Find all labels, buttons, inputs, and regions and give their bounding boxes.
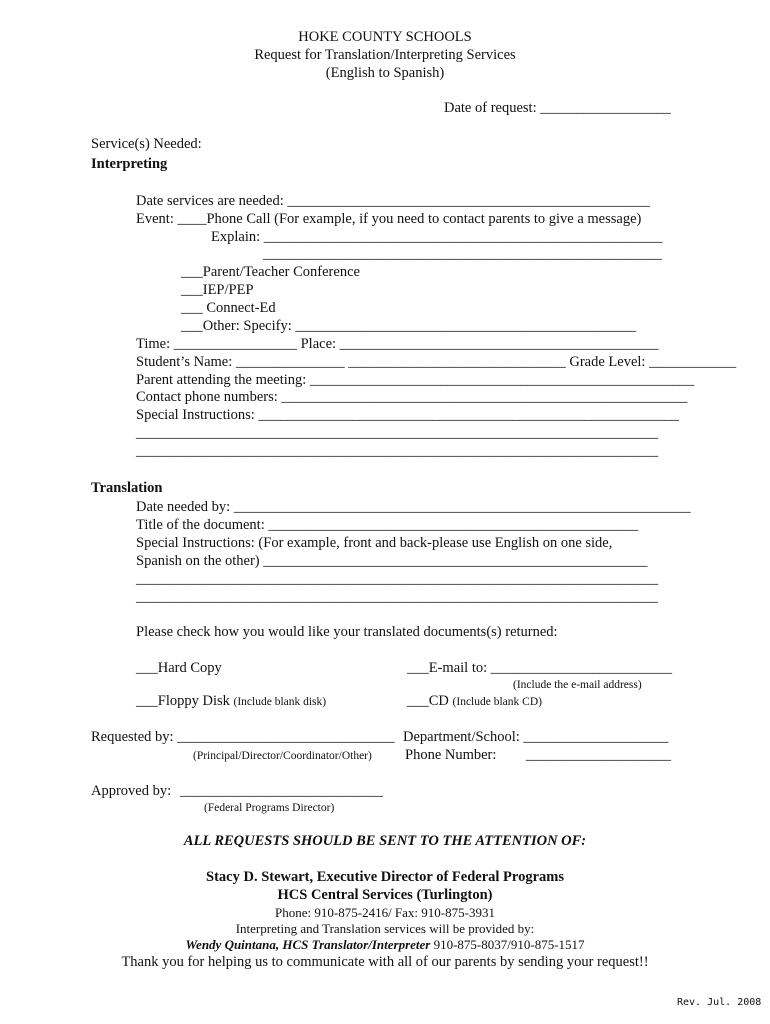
email-option[interactable]: ___E-mail to: _________________________ — [407, 660, 673, 676]
student-name-grade-fields[interactable]: Student’s Name: _______________ ______________________________ Grade Level: ____________ — [136, 354, 737, 370]
floppy-disk-label: ___Floppy Disk — [136, 693, 230, 709]
translation-heading: Translation — [91, 480, 163, 496]
revision-date: Rev. Jul. 2008 — [677, 997, 762, 1008]
connect-ed-option[interactable]: ___ Connect-Ed — [181, 300, 276, 316]
cd-option[interactable] — [407, 692, 542, 711]
translation-instructions-line-3[interactable]: ________________________________________________________________________ — [136, 589, 658, 605]
translator-line — [0, 936, 770, 954]
email-note: (Include the e-mail address) — [513, 679, 642, 691]
event-phone-call-option[interactable]: Event: ____Phone Call (For example, if you need to contact parents to give a message) — [136, 211, 642, 227]
translator-phones: 910-875-8037/910-875-1517 — [433, 937, 585, 952]
form-subtitle: (English to Spanish) — [325, 65, 445, 81]
approved-by-role: (Federal Programs Director) — [204, 802, 335, 814]
explain-field[interactable]: Explain: _______________________________________________________ — [211, 229, 663, 245]
translation-instructions-line-2[interactable]: ________________________________________________________________________ — [136, 571, 658, 587]
contact-name: Stacy D. Stewart, Executive Director of Federal Programs — [206, 869, 564, 885]
cd-note: (Include blank CD) — [452, 696, 542, 708]
thank-you-text: Thank you for helping us to communicate with all of our parents by sending your request!! — [121, 954, 649, 970]
document-title-field[interactable]: Title of the document: ___________________________________________________ — [136, 517, 639, 533]
requested-by-field[interactable]: Requested by: ______________________________ — [91, 729, 395, 745]
return-method-prompt: Please check how you would like your translated documents(s) returned: — [136, 624, 558, 640]
department-school-field[interactable]: Department/School: ____________________ — [403, 729, 669, 745]
provided-by-text: Interpreting and Translation services will be provided by: — [235, 921, 535, 936]
form-title: Request for Translation/Interpreting Services — [254, 47, 516, 63]
special-instructions-field[interactable]: Special Instructions: __________________________________________________________ — [136, 407, 679, 423]
date-of-request-field[interactable]: Date of request: __________________ — [444, 100, 671, 116]
approved-by-label: Approved by: — [91, 783, 172, 799]
phone-number-field[interactable]: ____________________ — [526, 747, 671, 763]
time-place-fields[interactable]: Time: _________________ Place: ____________________________________________ — [136, 336, 659, 352]
explain-field-line-2[interactable]: _______________________________________________________ — [263, 246, 662, 262]
contact-phone-field[interactable]: Contact phone numbers: ________________________________________________________ — [136, 389, 688, 405]
services-needed-label: Service(s) Needed: — [91, 136, 202, 152]
iep-pep-option[interactable]: ___IEP/PEP — [181, 282, 254, 298]
org-name: HOKE COUNTY SCHOOLS — [298, 29, 472, 45]
hard-copy-option[interactable]: ___Hard Copy — [136, 660, 222, 676]
floppy-disk-note: (Include blank disk) — [233, 696, 327, 708]
other-specify-option[interactable]: ___Other: Specify: _______________________________________________ — [181, 318, 637, 334]
translation-date-field[interactable]: Date needed by: _______________________________________________________________ — [136, 499, 691, 515]
requested-by-roles: (Principal/Director/Coordinator/Other) — [193, 750, 372, 762]
parent-attending-field[interactable]: Parent attending the meeting: _____________________________________________________ — [136, 372, 695, 388]
contact-phone-fax: Phone: 910-875-2416/ Fax: 910-875-3931 — [275, 905, 495, 920]
approved-by-field[interactable]: ____________________________ — [180, 783, 383, 799]
translator-name: Wendy Quintana, HCS Translator/Interpreter — [185, 937, 431, 952]
parent-teacher-conference-option[interactable]: ___Parent/Teacher Conference — [181, 264, 360, 280]
interpreting-heading: Interpreting — [91, 156, 168, 172]
cd-label: ___CD — [407, 693, 449, 709]
floppy-disk-option[interactable] — [136, 692, 326, 711]
contact-office: HCS Central Services (Turlington) — [277, 887, 493, 903]
special-instructions-line-2[interactable]: ________________________________________________________________________ — [136, 425, 658, 441]
special-instructions-line-3[interactable]: ________________________________________________________________________ — [136, 443, 658, 459]
interpreting-date-field[interactable]: Date services are needed: __________________________________________________ — [136, 193, 650, 209]
phone-number-label: Phone Number: — [405, 747, 497, 763]
translation-instructions-text: Special Instructions: (For example, front and back-please use English on one side, — [136, 535, 613, 551]
attention-heading: ALL REQUESTS SHOULD BE SENT TO THE ATTENTION OF: — [183, 833, 587, 849]
translation-instructions-field[interactable]: Spanish on the other) _____________________________________________________ — [136, 553, 648, 569]
